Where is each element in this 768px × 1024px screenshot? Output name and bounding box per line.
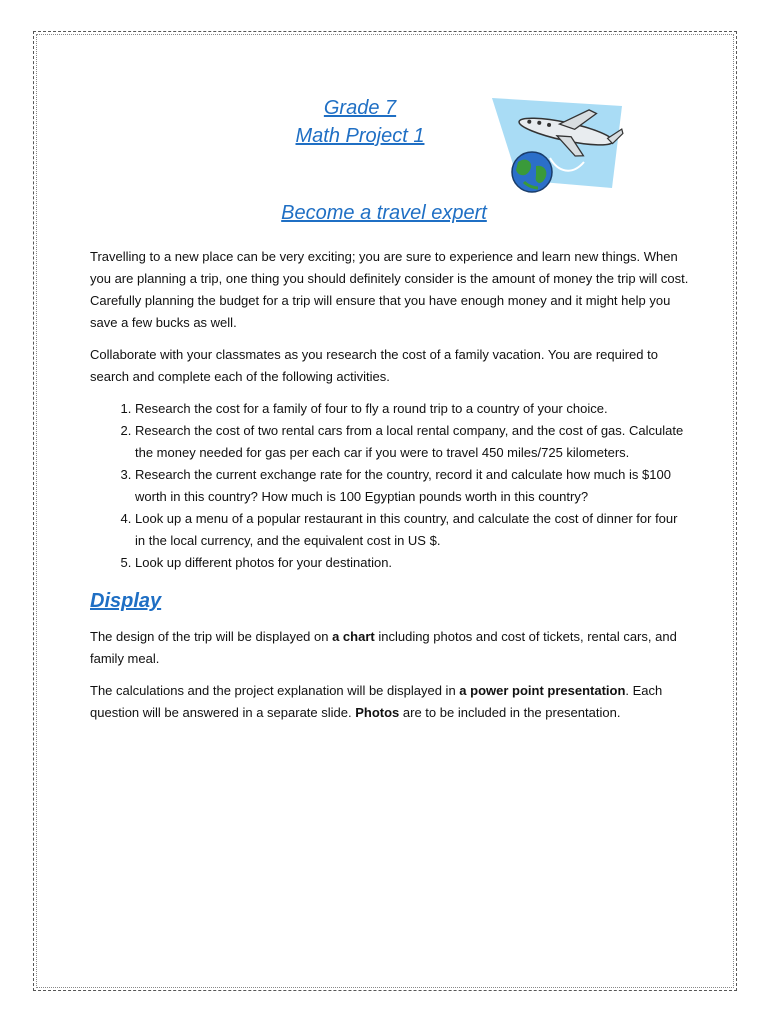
display-text-bold: Photos bbox=[355, 705, 400, 720]
display-text-bold: a power point presentation bbox=[459, 683, 626, 698]
activity-item: 3. Research the current exchange rate for the country, record it and calculate how much is $100 worth in this country? How much is 100 Egyptian pounds worth in this country? bbox=[135, 464, 690, 508]
activity-item: 4. Look up a menu of a popular restaurant in this country, and calculate the cost of dinner for four in the local currency, and the equivalent cost in US $. bbox=[135, 508, 690, 552]
display-paragraph-2 bbox=[90, 680, 690, 724]
page-title bbox=[260, 94, 460, 150]
intro-paragraph-2: Collaborate with your classmates as you research the cost of a family vacation. You are required to search and complete each of the following activities. bbox=[90, 347, 658, 384]
main-content bbox=[90, 246, 690, 734]
intro-paragraph-1: Travelling to a new place can be very exciting; you are sure to experience and learn new things. When you are planning a trip, one thing you should definitely consider is the amount of money the trip will cost. Carefully planning the budget for a trip will ensure that you have enough money and it might help you save a few bucks as well. bbox=[90, 249, 689, 330]
display-text: are to be included in the presentation. bbox=[399, 705, 621, 720]
page-subtitle: Become a travel expert bbox=[281, 202, 487, 224]
title-project: Math Project 1 bbox=[295, 125, 425, 147]
title-grade: Grade 7 bbox=[323, 97, 397, 119]
display-text: The calculations and the project explanation will be displayed in bbox=[90, 683, 460, 698]
activity-item: 5. Look up different photos for your destination. bbox=[135, 552, 690, 574]
display-text: including photos and cost of tickets, rental cars, and family meal. bbox=[90, 629, 677, 666]
display-text: . Each question will be answered in a separate slide. bbox=[90, 683, 663, 720]
activity-item: 1. Research the cost for a family of four to fly a round trip to a country of your choice. bbox=[135, 398, 690, 420]
display-paragraph-1 bbox=[90, 626, 690, 670]
airplane-globe-icon bbox=[488, 92, 624, 196]
activity-item: 2. Research the cost of two rental cars from a local rental company, and the cost of gas. Calculate the money needed for gas per each car if you were to travel 450 miles/725 kilometers. bbox=[135, 420, 690, 464]
display-text: The design of the trip will be displayed on bbox=[90, 629, 333, 644]
display-heading: Display bbox=[90, 590, 162, 612]
display-text-bold: a chart bbox=[332, 629, 375, 644]
activity-list bbox=[90, 398, 690, 574]
